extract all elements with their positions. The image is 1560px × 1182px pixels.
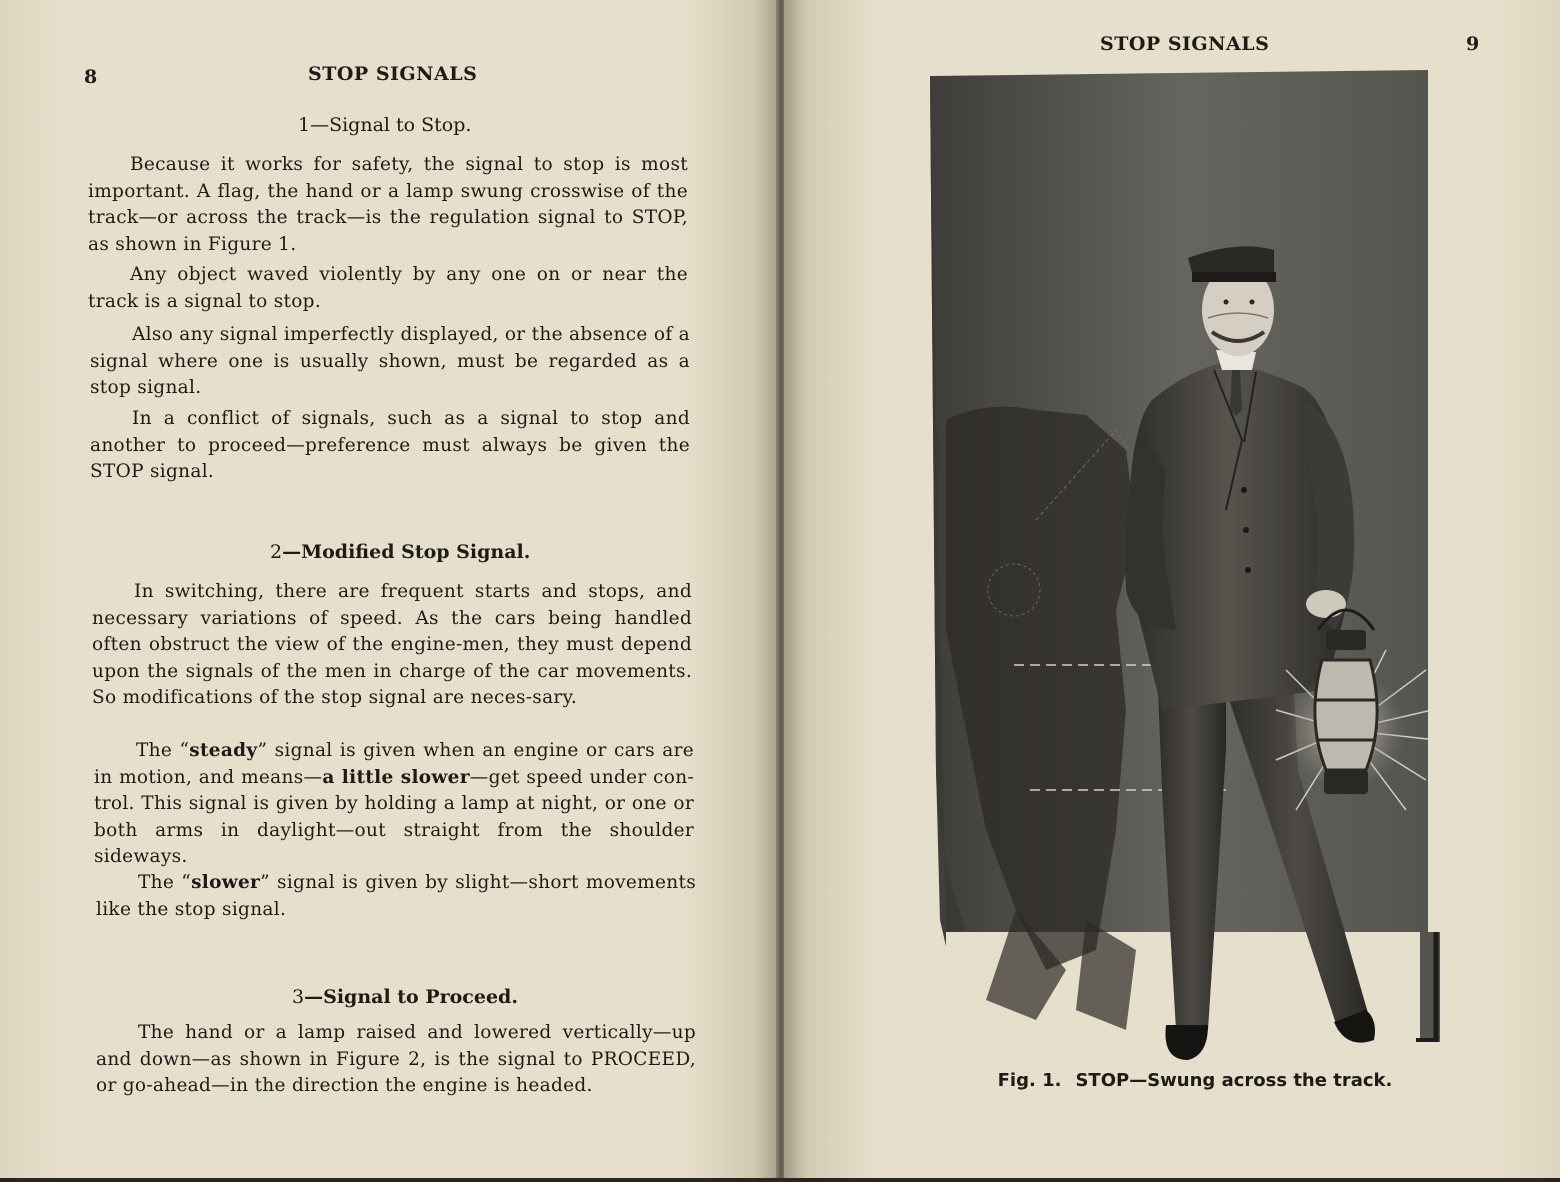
section-heading: —Signal to Proceed. (304, 986, 518, 1008)
term-steady: steady (189, 740, 258, 761)
section-number: 1 (298, 114, 311, 136)
section-heading: —Modified Stop Signal. (282, 541, 531, 563)
text-run: —get speed under con-trol. This signal is given by holding a lamp at night, or one or both arms in daylight—out straight from the shoulder sideways. (94, 766, 694, 867)
text-run: The “ (136, 740, 190, 761)
left-page (0, 0, 778, 1182)
paragraph: The hand or a lamp raised and lowered vertically—up and down—as shown in Figure 2, is the signal to PROCEED, or go-ahead—in the direction the engine is headed. (96, 1022, 696, 1096)
emphasis-a-little-slower: a little slower (322, 766, 470, 788)
text-run: The “ (138, 872, 192, 893)
paragraph: In switching, there are frequent starts and stops, and necessary variations of speed. As the cars being handled often obstruct the view of the engine-men, they must depend upon the signals of the men in charge of the car movements. So modifications of the stop signal are neces-sary. (92, 581, 692, 708)
paragraph-steady-signal (94, 738, 694, 871)
text-run: ” signal is given by slight—short movements like the stop signal. (96, 872, 696, 920)
section-number: 2 (270, 541, 283, 563)
paragraph: Any object waved violently by any one on or near the track is a signal to stop. (88, 264, 688, 312)
page-bottom-edge (0, 1178, 1560, 1182)
paragraph-slower-signal (96, 870, 696, 923)
paragraph: Because it works for safety, the signal to stop is most important. A flag, the hand or a lamp swung crosswise of the track—or across the track—is the regulation signal to STOP, as shown in Figure 1. (88, 154, 688, 255)
section-number: 3 (292, 986, 305, 1008)
signalman-with-lantern-icon (926, 70, 1446, 1062)
text-run: ” signal is given when an engine or cars are in motion, and means— (94, 740, 694, 788)
paragraph: Also any signal imperfectly displayed, or the absence of a signal where one is usually shown, must be regarded as a stop signal. (90, 324, 690, 398)
term-slower: slower (191, 872, 261, 893)
section-title-signal-to-proceed (292, 986, 518, 1008)
paragraph: In a conflict of signals, such as a signal to stop and another to proceed—preference must always be given the STOP signal. (90, 408, 690, 482)
page-number: 8 (84, 66, 98, 88)
section-heading: —Signal to Stop. (310, 114, 472, 136)
running-head: STOP SIGNALS (1100, 33, 1270, 55)
running-head: STOP SIGNALS (308, 63, 478, 85)
figure-label: Fig. 1. (997, 1070, 1062, 1091)
section-title-modified-stop-signal (270, 541, 530, 563)
figure-caption-text: STOP—Swung across the track. (1075, 1070, 1393, 1091)
figure-caption (960, 1070, 1430, 1091)
section-title-signal-to-stop (298, 114, 471, 136)
page-number: 9 (1466, 33, 1480, 55)
